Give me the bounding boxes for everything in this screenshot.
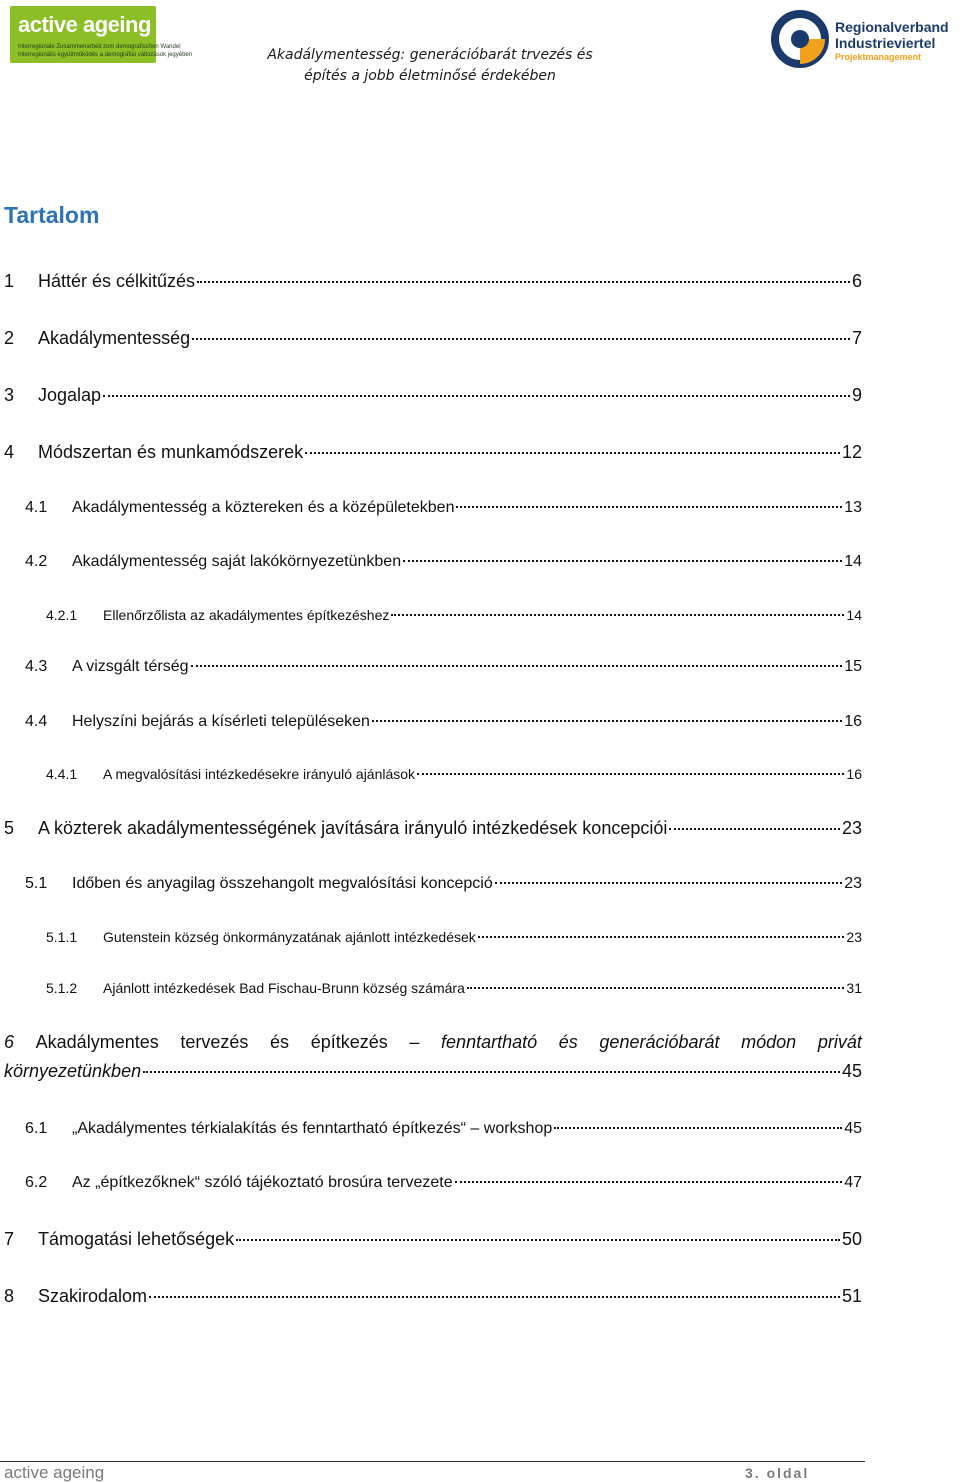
regionalverband-logo	[770, 8, 955, 70]
toc-entry-number: 5.1.2	[46, 980, 78, 996]
dot-leader	[478, 936, 845, 938]
toc-heading: Tartalom	[4, 202, 100, 228]
toc-entry-word: és	[270, 1032, 290, 1052]
toc-entry-page: 23	[844, 875, 862, 892]
toc-entry-word: generációbarát	[599, 1032, 720, 1052]
toc-entry-number: 4.3	[25, 658, 48, 675]
dot-leader	[495, 882, 842, 884]
toc-entry-number: 6	[4, 1032, 15, 1052]
toc-entry-title: Háttér és célkitűzés	[38, 271, 196, 291]
dot-leader	[305, 452, 840, 454]
toc-entry-title: Akadálymentesség a köztereken és a középületekben	[72, 499, 455, 516]
toc-entry-page: 16	[844, 713, 862, 730]
toc-entry-title: Szakirodalom	[38, 1286, 148, 1306]
toc-entry-number: 7	[4, 1229, 15, 1249]
toc-entry-page: 14	[844, 553, 862, 570]
toc-entry-number: 2	[4, 328, 15, 348]
toc-entry-page: 51	[841, 1286, 862, 1306]
regionalverband-emblem-icon	[770, 8, 832, 70]
toc-entry-5-1[interactable]	[0, 875, 862, 893]
toc-entry-number: 1	[4, 271, 15, 291]
toc-entry-number: 5	[4, 818, 15, 838]
toc-entry-number: 8	[4, 1286, 15, 1306]
logo-right-line1: Regionalverband	[835, 19, 949, 35]
header-title-line2: építés a jobb életminősé érdekében	[304, 68, 556, 84]
toc-entry-6-2[interactable]	[0, 1174, 862, 1192]
dot-leader	[467, 987, 845, 989]
toc-entry-6-1[interactable]	[0, 1120, 862, 1138]
toc-entry-6[interactable]	[0, 1032, 862, 1082]
toc-entry-2[interactable]	[0, 328, 862, 349]
toc-entry-page: 23	[841, 818, 862, 838]
dot-leader	[403, 560, 842, 562]
dot-leader	[143, 1071, 840, 1073]
toc-entry-number: 4.4	[25, 713, 48, 730]
toc-entry-4-3[interactable]	[0, 658, 862, 676]
toc-entry-page: 47	[844, 1174, 862, 1191]
toc-entry-word: Akadálymentes	[35, 1032, 159, 1052]
toc-entry-page: 6	[851, 271, 862, 291]
toc-entry-page: 15	[844, 658, 862, 675]
toc-entry-title: Időben és anyagilag összehangolt megvalósítási koncepció	[72, 875, 493, 892]
toc-entry-number: 4.4.1	[46, 766, 78, 782]
footer-divider	[0, 1461, 865, 1462]
toc-entry-number: 4.2	[25, 553, 48, 570]
toc-entry-title: Az „építkezőknek“ szóló tájékoztató brosúra tervezete	[72, 1174, 453, 1191]
dot-leader	[149, 1296, 840, 1298]
toc-entry-page: 16	[846, 766, 862, 782]
toc-entry-number: 5.1.1	[46, 929, 78, 945]
toc-entry-4[interactable]	[0, 442, 862, 463]
toc-entry-7[interactable]	[0, 1229, 862, 1250]
toc-entry-title: Gutenstein község önkormányzatának ajánlott intézkedések	[103, 929, 476, 945]
toc-entry-title-line2	[0, 1061, 862, 1082]
toc-entry-number: 5.1	[25, 875, 48, 892]
document-header-title	[260, 45, 600, 87]
toc-entry-title: Akadálymentesség saját lakókörnyezetünkben	[72, 553, 402, 570]
toc-entry-title: Akadálymentesség	[38, 328, 191, 348]
toc-entry-4-4-1[interactable]	[0, 766, 862, 782]
toc-entry-number: 3	[4, 385, 15, 405]
toc-entry-page: 23	[846, 929, 862, 945]
toc-entry-4-2-1[interactable]	[0, 607, 862, 623]
toc-entry-title: Ajánlott intézkedések Bad Fischau-Brunn község számára	[103, 980, 465, 996]
toc-entry-page: 45	[844, 1120, 862, 1137]
toc-entry-page: 7	[851, 328, 862, 348]
toc-entry-word: privát	[817, 1032, 862, 1052]
dot-leader	[417, 773, 844, 775]
toc-entry-page: 31	[846, 980, 862, 996]
toc-entry-4-2[interactable]	[0, 553, 862, 571]
toc-entry-4-1[interactable]	[0, 499, 862, 517]
toc-entry-page: 12	[841, 442, 862, 462]
toc-entry-title: Helyszíni bejárás a kísérleti településeken	[72, 713, 370, 730]
dot-leader	[669, 828, 840, 830]
dot-leader	[391, 614, 844, 616]
dot-leader	[455, 1181, 843, 1183]
toc-entry-word: –	[409, 1032, 420, 1052]
toc-entry-number: 6.2	[25, 1174, 48, 1191]
dot-leader	[192, 338, 850, 340]
dot-leader	[554, 1127, 842, 1129]
toc-entry-title: Módszertan és munkamódszerek	[38, 442, 304, 462]
logo-right-line3: Projektmanagement	[835, 52, 922, 62]
toc-entry-title: Támogatási lehetőségek	[38, 1229, 235, 1249]
toc-entry-title: Jogalap	[38, 385, 102, 405]
toc-entry-page: 50	[841, 1229, 862, 1249]
toc-entry-number: 4	[4, 442, 15, 462]
dot-leader	[191, 665, 843, 667]
toc-entry-4-4[interactable]	[0, 713, 862, 731]
toc-entry-5-1-2[interactable]	[0, 980, 862, 996]
toc-entry-title: A megvalósítási intézkedésekre irányuló ajánlások	[103, 766, 416, 782]
active-ageing-logo	[10, 6, 193, 63]
toc-entry-5-1-1[interactable]	[0, 929, 862, 945]
toc-entry-page: 45	[841, 1061, 862, 1081]
header-title-line1: Akadálymentesség: generációbarát trvezés és	[267, 47, 593, 63]
toc-entry-title: A közterek akadálymentességének javítására irányuló intézkedések koncepciói	[38, 818, 668, 838]
dot-leader	[236, 1239, 840, 1241]
dot-leader	[372, 720, 842, 722]
toc-entry-title: Ellenőrzőlista az akadálymentes építkezéshez	[103, 607, 390, 623]
toc-entry-word: építkezés	[310, 1032, 388, 1052]
toc-entry-5[interactable]	[0, 818, 862, 839]
toc-entry-page: 14	[846, 607, 862, 623]
footer-brand: active ageing	[4, 1463, 105, 1482]
toc-entry-number: 4.1	[25, 499, 48, 516]
toc-entry-title: „Akadálymentes térkialakítás és fenntartható építkezés“ – workshop	[72, 1120, 553, 1137]
toc-entry-word: és	[558, 1032, 578, 1052]
toc-entry-page: 9	[851, 385, 862, 405]
toc-entry-3[interactable]	[0, 385, 862, 406]
toc-entry-page: 13	[844, 499, 862, 516]
toc-entry-word: tervezés	[180, 1032, 249, 1052]
logo-left-sub1: Interregionale Zusammenarbeit zum demografischen Wandel	[18, 44, 181, 50]
toc-entry-title-cont: környezetünkben	[4, 1061, 142, 1081]
toc-entry-number: 4.2.1	[46, 607, 78, 623]
logo-left-text: active ageing	[18, 12, 151, 37]
toc-entry-number: 6.1	[25, 1120, 48, 1137]
toc-entry-1[interactable]	[0, 271, 862, 292]
toc-entry-8[interactable]	[0, 1286, 862, 1307]
logo-left-sub2: Interregionális együttműködés a demográfiai változások jegyében	[18, 52, 193, 58]
toc-entry-title-line1	[0, 1032, 862, 1053]
toc-entry-word: módon	[741, 1032, 797, 1052]
logo-right-line2: Industrieviertel	[835, 35, 936, 51]
page-number: 3. oldal	[745, 1465, 810, 1481]
dot-leader	[103, 395, 850, 397]
dot-leader	[456, 506, 842, 508]
toc-entry-word: fenntartható	[441, 1032, 538, 1052]
dot-leader	[197, 281, 850, 283]
toc-entry-title: A vizsgált térség	[72, 658, 189, 675]
